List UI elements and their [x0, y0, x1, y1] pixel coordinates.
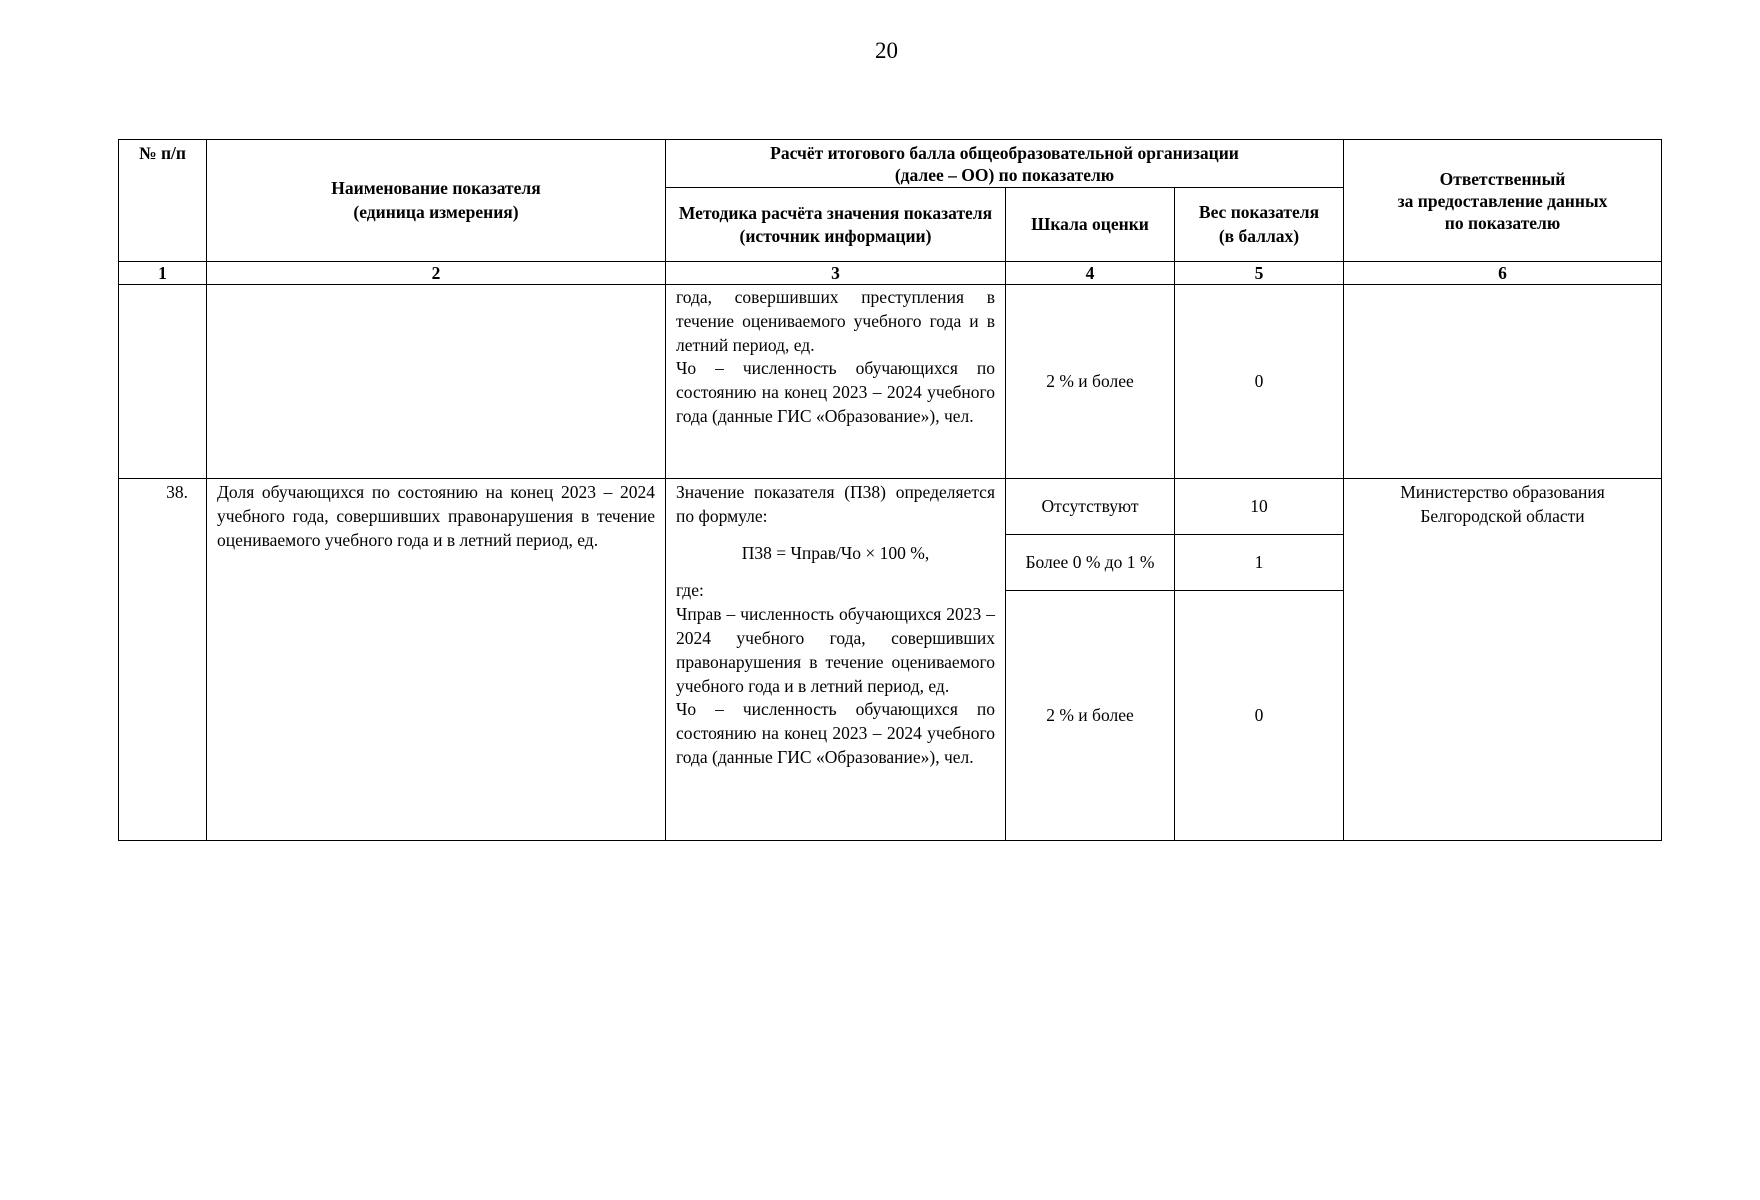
- method-formula: П38 = Чправ/Чо × 100 %,: [741, 542, 930, 563]
- indicator-table: [118, 139, 1662, 841]
- method-cell: [666, 479, 1006, 841]
- weight-value: 1: [1175, 535, 1344, 591]
- column-number: 6: [1344, 262, 1662, 285]
- header-scale: Шкала оценки: [1006, 188, 1175, 262]
- continuation-number-cell: [119, 285, 207, 479]
- header-weight: Вес показателя (в баллах): [1175, 188, 1344, 262]
- row-number: 38.: [119, 479, 207, 841]
- header-method: Методика расчёта значения показателя (источник информации): [666, 188, 1006, 262]
- column-number: 3: [666, 262, 1006, 285]
- continuation-name-cell: [207, 285, 666, 479]
- continuation-scale: 2 % и более: [1006, 285, 1175, 479]
- header-number: № п/п: [119, 140, 207, 262]
- scale-value: Более 0 % до 1 %: [1006, 535, 1175, 591]
- header-indicator-name: Наименование показателя (единица измерения): [207, 140, 666, 262]
- continuation-method: года, совершивших преступления в течение оцениваемого учебного года и в летний период, ед. Чо – численность обучающихся по состоянию на конец 2023 – 2024 учебного года (данные ГИС «Образование»), чел.: [666, 285, 1006, 479]
- responsible-cell: Министерство образования Белгородской области: [1344, 479, 1662, 841]
- method-intro: Значение показателя (П38) определяется по формуле:: [676, 482, 995, 526]
- page-number: 20: [875, 38, 898, 63]
- scale-value: 2 % и более: [1006, 591, 1175, 841]
- column-number: 1: [119, 262, 207, 285]
- method-definitions: Чправ – численность обучающихся 2023 – 2024 учебного года, совершивших правонарушения в течение оцениваемого учебного года и в летний период, ед. Чо – численность обучающихся по состоянию на конец 2023 – 2024 учебного года (данные ГИС «Образование»), чел.: [676, 604, 995, 767]
- scale-value: Отсутствуют: [1006, 479, 1175, 535]
- continuation-weight: 0: [1175, 285, 1344, 479]
- header-row-1: [119, 140, 1662, 188]
- continuation-row: [119, 285, 1662, 479]
- column-number: 4: [1006, 262, 1175, 285]
- header-responsible: Ответственный за предоставление данных по показателю: [1344, 140, 1662, 262]
- column-number: 5: [1175, 262, 1344, 285]
- continuation-responsible-cell: [1344, 285, 1662, 479]
- weight-value: 0: [1175, 591, 1344, 841]
- indicator-row-38: [119, 479, 1662, 535]
- header-score-group: Расчёт итогового балла общеобразовательной организации (далее – ОО) по показателю: [666, 140, 1344, 188]
- method-where: где:: [676, 580, 704, 601]
- column-number-row: [119, 262, 1662, 285]
- indicator-name: Доля обучающихся по состоянию на конец 2023 – 2024 учебного года, совершивших правонарушения в течение оцениваемого учебного года и в летний период, ед.: [207, 479, 666, 841]
- weight-value: 10: [1175, 479, 1344, 535]
- column-number: 2: [207, 262, 666, 285]
